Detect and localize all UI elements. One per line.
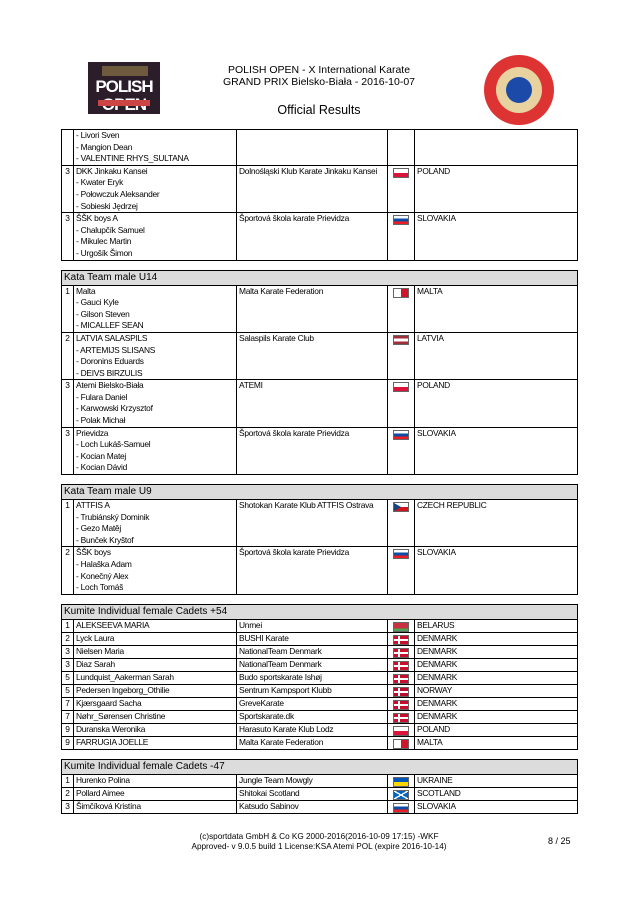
country-flag-icon xyxy=(393,648,409,658)
flag-cell xyxy=(388,500,415,547)
country-cell: SLOVAKIA xyxy=(415,427,578,474)
category-results-table xyxy=(61,774,578,814)
rank-cell: 2 xyxy=(62,787,74,800)
competitor-name: ŠŠK boys xyxy=(76,547,111,558)
footer-license: Approved- v 9.0.5 build 1 License:KSA Atemi POL (expire 2016-10-14) xyxy=(191,842,447,851)
team-member xyxy=(76,297,234,309)
result-row xyxy=(62,723,578,736)
country-cell: NORWAY xyxy=(415,684,578,697)
competitor-name: ŠŠK boys A xyxy=(76,213,118,224)
member-dash: - xyxy=(76,523,81,534)
club-cell: Sportskarate.dk xyxy=(237,710,388,723)
team-member xyxy=(76,523,234,535)
flag-cell xyxy=(388,380,415,427)
team-member xyxy=(76,451,234,463)
team-member xyxy=(76,345,234,357)
footer-copyright: (c)sportdata GmbH & Co KG 2000-2016(2016-10-09 17:15) -WKF xyxy=(199,832,439,841)
country-flag-icon xyxy=(393,502,409,512)
team-member-name: Konečný Alex xyxy=(80,570,129,581)
team-member-name: DEIVS BIRZULIS xyxy=(80,367,143,378)
member-dash: - xyxy=(76,141,81,152)
member-dash: - xyxy=(76,367,81,378)
result-row xyxy=(62,774,578,787)
club-cell: Harasuto Karate Klub Lodz xyxy=(237,723,388,736)
club-cell: Športová škola karate Prievidza xyxy=(237,427,388,474)
team-member-name: Chalupčík Samuel xyxy=(80,224,145,235)
country-flag-icon xyxy=(393,790,409,800)
team-member-name: Karwowski Krzysztof xyxy=(80,403,153,414)
member-dash: - xyxy=(76,391,81,402)
team-member xyxy=(76,225,234,237)
country-flag-icon xyxy=(393,661,409,671)
result-row xyxy=(62,547,578,594)
team-member-name: Urgošík Šimon xyxy=(80,247,133,258)
member-dash: - xyxy=(76,130,81,140)
flag-cell xyxy=(388,671,415,684)
team-member xyxy=(76,189,234,201)
rank-cell: 7 xyxy=(62,697,74,710)
country-cell: DENMARK xyxy=(415,645,578,658)
competitor-name: Pollard Aimee xyxy=(76,787,125,798)
club-cell: Malta Karate Federation xyxy=(237,285,388,332)
country-cell: UKRAINE xyxy=(415,774,578,787)
member-dash: - xyxy=(76,344,81,355)
flag-cell xyxy=(388,547,415,594)
member-dash: - xyxy=(76,534,81,545)
flag-cell xyxy=(388,710,415,723)
team-member-name: Połowczuk Aleksander xyxy=(80,188,160,199)
result-row xyxy=(62,130,578,166)
team-member xyxy=(76,368,234,380)
team-member xyxy=(76,356,234,368)
team-member xyxy=(76,130,234,142)
document-title: Official Results xyxy=(277,103,361,117)
competitor-cell xyxy=(74,710,237,723)
team-member-name: Sobieski Jędrzej xyxy=(80,200,138,211)
rank-cell: 3 xyxy=(62,800,74,813)
flag-cell xyxy=(388,632,415,645)
country-cell: SLOVAKIA xyxy=(415,547,578,594)
team-member-name: Mangion Dean xyxy=(80,141,133,152)
member-dash: - xyxy=(76,200,81,211)
country-flag-icon xyxy=(393,726,409,736)
competitor-cell xyxy=(74,332,237,379)
team-member-name: Bunček Kryštof xyxy=(80,534,134,545)
member-dash: - xyxy=(76,308,81,319)
member-dash: - xyxy=(76,224,81,235)
team-member-name: Gezo Matěj xyxy=(80,523,121,534)
competitor-cell xyxy=(74,130,237,166)
result-row xyxy=(62,645,578,658)
member-dash: - xyxy=(76,356,81,367)
competitor-name: Duranska Weronika xyxy=(76,723,146,734)
event-subtitle: GRAND PRIX Bielsko-Biała - 2016-10-07 xyxy=(223,76,415,88)
event-title: POLISH OPEN - X International Karate xyxy=(227,64,411,76)
club-cell: NationalTeam Denmark xyxy=(237,658,388,671)
category-results-table xyxy=(61,285,578,476)
member-dash: - xyxy=(76,153,81,164)
rank-cell: 3 xyxy=(62,645,74,658)
team-member-name: Halaška Adam xyxy=(80,559,132,569)
country-cell xyxy=(415,130,578,166)
country-flag-icon xyxy=(393,430,409,440)
rank-cell: 3 xyxy=(62,380,74,427)
result-row xyxy=(62,619,578,632)
team-member-name: Loch Lukáš-Samuel xyxy=(80,439,151,450)
category-results-table xyxy=(61,499,578,595)
team-member xyxy=(76,320,234,332)
club-cell: Budo sportskarate Ishøj xyxy=(237,671,388,684)
team-member xyxy=(76,248,234,260)
competitor-name: Nielsen Maria xyxy=(76,645,124,656)
logo-left-text: POLISH xyxy=(95,77,153,96)
competitor-name: ATTFIS A xyxy=(76,500,110,511)
team-member xyxy=(76,512,234,524)
competitor-name: ALEKSEEVA MARIA xyxy=(76,619,150,630)
competitor-cell xyxy=(74,723,237,736)
result-row xyxy=(62,736,578,749)
result-row xyxy=(62,427,578,474)
competitor-cell xyxy=(74,213,237,260)
competitor-cell xyxy=(74,736,237,749)
competitor-cell xyxy=(74,671,237,684)
club-cell: Jungle Team Mowgly xyxy=(237,774,388,787)
rank-cell: 3 xyxy=(62,165,74,212)
result-row xyxy=(62,671,578,684)
country-flag-icon xyxy=(393,777,409,787)
team-member-name: Fulara Daniel xyxy=(80,391,128,402)
country-cell: MALTA xyxy=(415,736,578,749)
flag-cell xyxy=(388,723,415,736)
country-flag-icon xyxy=(393,168,409,178)
country-cell: LATVIA xyxy=(415,332,578,379)
club-cell: Dolnośląski Klub Karate Jinkaku Kansei xyxy=(237,165,388,212)
country-flag-icon xyxy=(393,713,409,723)
competitor-cell xyxy=(74,697,237,710)
club-cell: ATEMI xyxy=(237,380,388,427)
flag-cell xyxy=(388,800,415,813)
club-cell: BUSHI Karate xyxy=(237,632,388,645)
team-member-name: Loch Tomáš xyxy=(80,582,124,593)
team-member-name: Gilson Steven xyxy=(80,308,130,319)
team-member-name: VALENTINE RHYS_SULTANA xyxy=(80,153,189,164)
member-dash: - xyxy=(76,511,81,522)
club-cell: Salaspils Karate Club xyxy=(237,332,388,379)
competitor-name: Atemi Bielsko-Biała xyxy=(76,380,144,391)
categories-container xyxy=(61,270,578,814)
club-cell xyxy=(237,130,388,166)
team-member xyxy=(76,462,234,474)
competitor-cell xyxy=(74,427,237,474)
result-row xyxy=(62,500,578,547)
competitor-name: Hurenko Polina xyxy=(76,774,130,785)
rank-cell: 5 xyxy=(62,671,74,684)
country-flag-icon xyxy=(393,215,409,225)
member-dash: - xyxy=(76,320,81,331)
club-cell: Športová škola karate Prievidza xyxy=(237,547,388,594)
competitor-name: FARRUGIA JOELLE xyxy=(76,736,149,747)
competitor-name: Lundquist_Aakerman Sarah xyxy=(76,671,174,682)
rank-cell: 1 xyxy=(62,619,74,632)
flag-cell xyxy=(388,736,415,749)
competitor-cell xyxy=(74,380,237,427)
result-row xyxy=(62,213,578,260)
country-cell: DENMARK xyxy=(415,671,578,684)
team-member-name: Kocian Dávid xyxy=(80,462,127,473)
country-flag-icon xyxy=(393,335,409,345)
member-dash: - xyxy=(76,297,81,308)
team-member-name: Doronins Eduards xyxy=(80,356,144,367)
member-dash: - xyxy=(76,188,81,199)
team-member xyxy=(76,582,234,594)
competitor-cell xyxy=(74,165,237,212)
competitor-name: DKK Jinkaku Kansei xyxy=(76,165,148,176)
team-member xyxy=(76,309,234,321)
flag-cell xyxy=(388,658,415,671)
competitor-name: Kjærsgaard Sacha xyxy=(76,697,142,708)
team-member-name: Polak Michał xyxy=(80,415,126,426)
competitor-cell xyxy=(74,619,237,632)
competitor-cell xyxy=(74,774,237,787)
competitor-cell xyxy=(74,684,237,697)
flag-cell xyxy=(388,130,415,166)
competitor-cell xyxy=(74,547,237,594)
club-cell: Malta Karate Federation xyxy=(237,736,388,749)
category-header: Kata Team male U9 xyxy=(61,484,578,499)
competitor-cell xyxy=(74,645,237,658)
club-cell: Unmei xyxy=(237,619,388,632)
country-cell: BELARUS xyxy=(415,619,578,632)
country-flag-icon xyxy=(393,288,409,298)
club-cell: Shitokai Scotland xyxy=(237,787,388,800)
team-member xyxy=(76,415,234,427)
club-cell: Katsudo Sabinov xyxy=(237,800,388,813)
country-cell: CZECH REPUBLIC xyxy=(415,500,578,547)
rank-cell: 2 xyxy=(62,632,74,645)
rank-cell: 7 xyxy=(62,710,74,723)
flag-cell xyxy=(388,697,415,710)
club-cell: Športová škola karate Prievidza xyxy=(237,213,388,260)
team-member xyxy=(76,571,234,583)
country-flag-icon xyxy=(393,622,409,632)
rank-cell: 2 xyxy=(62,332,74,379)
page-number: 8 / 25 xyxy=(548,836,571,846)
country-flag-icon xyxy=(393,739,409,749)
competitor-cell xyxy=(74,500,237,547)
rank-cell: 3 xyxy=(62,658,74,671)
flag-cell xyxy=(388,619,415,632)
country-flag-icon xyxy=(393,674,409,684)
club-cell: NationalTeam Denmark xyxy=(237,645,388,658)
team-member xyxy=(76,439,234,451)
category-header: Kumite Individual female Cadets +54 xyxy=(61,604,578,619)
country-cell: POLAND xyxy=(415,165,578,212)
member-dash: - xyxy=(76,439,81,450)
team-member-name: Livori Sven xyxy=(80,130,120,140)
team-member xyxy=(76,142,234,154)
competitor-name: Lyck Laura xyxy=(76,632,115,643)
result-row xyxy=(62,380,578,427)
result-row xyxy=(62,632,578,645)
member-dash: - xyxy=(76,582,81,593)
country-cell: DENMARK xyxy=(415,710,578,723)
result-row xyxy=(62,800,578,813)
team-member-name: Gauci Kyle xyxy=(80,297,119,308)
flag-cell xyxy=(388,213,415,260)
member-dash: - xyxy=(76,450,81,461)
competitor-name: Nøhr_Sørensen Christine xyxy=(76,710,166,721)
result-row xyxy=(62,787,578,800)
rank-cell: 5 xyxy=(62,684,74,697)
country-cell: DENMARK xyxy=(415,697,578,710)
team-member xyxy=(76,559,234,571)
country-flag-icon xyxy=(393,635,409,645)
competitor-cell xyxy=(74,658,237,671)
competitor-name: Diaz Sarah xyxy=(76,658,115,669)
member-dash: - xyxy=(76,415,81,426)
results-table-continued xyxy=(61,129,578,261)
result-row xyxy=(62,710,578,723)
member-dash: - xyxy=(76,570,81,581)
category-header: Kata Team male U14 xyxy=(61,270,578,285)
flag-cell xyxy=(388,427,415,474)
country-cell: SLOVAKIA xyxy=(415,213,578,260)
country-cell: DENMARK xyxy=(415,658,578,671)
footer xyxy=(0,832,638,852)
flag-cell xyxy=(388,774,415,787)
member-dash: - xyxy=(76,462,81,473)
team-member-name: Trubiánský Dominik xyxy=(80,511,150,522)
flag-cell xyxy=(388,787,415,800)
result-row xyxy=(62,165,578,212)
team-member-name: Mikulec Martin xyxy=(80,236,132,247)
team-member xyxy=(76,236,234,248)
member-dash: - xyxy=(76,403,81,414)
member-dash: - xyxy=(76,247,81,258)
flag-cell xyxy=(388,645,415,658)
club-cell: GreveKarate xyxy=(237,697,388,710)
category-header: Kumite Individual female Cadets -47 xyxy=(61,759,578,774)
member-dash: - xyxy=(76,177,81,188)
member-dash: - xyxy=(76,236,81,247)
country-cell: POLAND xyxy=(415,723,578,736)
competitor-name: Prievidza xyxy=(76,427,109,438)
country-flag-icon xyxy=(393,803,409,813)
rank-cell: 1 xyxy=(62,500,74,547)
member-dash: - xyxy=(76,559,81,569)
competitor-cell xyxy=(74,787,237,800)
flag-cell xyxy=(388,684,415,697)
result-row xyxy=(62,285,578,332)
competitor-name: Šimčíková Kristína xyxy=(76,800,141,811)
team-member-name: Kwater Eryk xyxy=(80,177,124,188)
team-member-name: Kocian Matej xyxy=(80,450,127,461)
competitor-name: Pedersen Ingeborg_Othilie xyxy=(76,684,170,695)
country-cell: SCOTLAND xyxy=(415,787,578,800)
country-flag-icon xyxy=(393,687,409,697)
country-cell: SLOVAKIA xyxy=(415,800,578,813)
result-row xyxy=(62,697,578,710)
competitor-name: LATVIA SALASPILS xyxy=(76,332,148,343)
country-flag-icon xyxy=(393,700,409,710)
category-results-table xyxy=(61,619,578,750)
country-cell: DENMARK xyxy=(415,632,578,645)
rank-cell: 1 xyxy=(62,285,74,332)
competitor-cell xyxy=(74,632,237,645)
team-member xyxy=(76,535,234,547)
rank-cell: 9 xyxy=(62,723,74,736)
rank-cell: 1 xyxy=(62,774,74,787)
rank-cell: 3 xyxy=(62,427,74,474)
competitor-cell xyxy=(74,285,237,332)
rank-cell: 3 xyxy=(62,213,74,260)
team-member xyxy=(76,201,234,213)
country-flag-icon xyxy=(393,382,409,392)
rank-cell xyxy=(62,130,74,166)
flag-cell xyxy=(388,285,415,332)
team-member-name: MICALLEF SEAN xyxy=(80,320,144,331)
competitor-name: Malta xyxy=(76,285,96,296)
country-cell: MALTA xyxy=(415,285,578,332)
team-member xyxy=(76,392,234,404)
club-cell: Sentrum Kampsport Klubb xyxy=(237,684,388,697)
team-member xyxy=(76,177,234,189)
rank-cell: 2 xyxy=(62,547,74,594)
competitor-cell xyxy=(74,800,237,813)
rank-cell: 9 xyxy=(62,736,74,749)
result-row xyxy=(62,332,578,379)
country-cell: POLAND xyxy=(415,380,578,427)
team-member-name: ARTEMIJS SLISANS xyxy=(80,344,156,355)
country-flag-icon xyxy=(393,549,409,559)
team-member xyxy=(76,403,234,415)
flag-cell xyxy=(388,165,415,212)
flag-cell xyxy=(388,332,415,379)
result-row xyxy=(62,658,578,671)
club-cell: Shotokan Karate Klub ATTFIS Ostrava xyxy=(237,500,388,547)
results-content xyxy=(61,129,578,814)
result-row xyxy=(62,684,578,697)
team-member xyxy=(76,153,234,165)
